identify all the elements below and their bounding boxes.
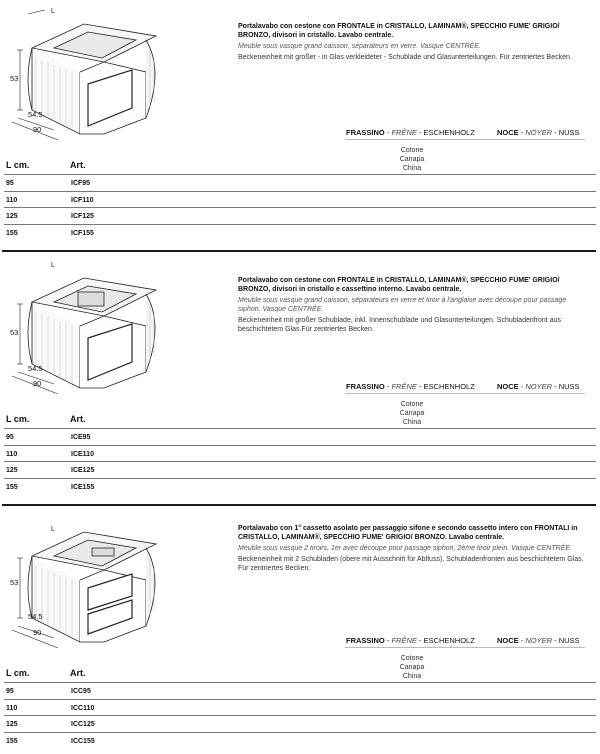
article-cell: ICE125: [71, 467, 95, 474]
article-cell: ICE155: [71, 483, 95, 491]
column-header-length: L cm.: [6, 414, 30, 424]
dim-label-width: 54.5: [28, 364, 43, 373]
finish-header-noce: NOCE - NOYER - NUSS: [497, 128, 580, 137]
column-header-length: L cm.: [6, 160, 30, 170]
finish-options: [380, 654, 444, 681]
finish-options: [380, 146, 444, 173]
description-italian: Portalavabo con cestone con FRONTALE in CRISTALLO, LAMINAM®, SPECCHIO FUME' GRIGIO/ BRONZO, divisori in cristallo. Lavabo centrale.: [238, 23, 560, 39]
length-cell: 125: [6, 213, 18, 220]
finish-option: China: [402, 673, 422, 680]
dim-label-height: 53: [10, 74, 19, 83]
finish-name-fr: FRÊNE: [391, 636, 417, 645]
finish-option: China: [402, 419, 422, 426]
finish-name-de: NUSS: [558, 636, 580, 645]
table-row: [4, 174, 596, 191]
table-row: [4, 461, 596, 478]
description-french: Meuble sous vasque grand caisson, séparateurs en verre. Vasque CENTRÉE.: [238, 43, 481, 50]
column-header-article: Art.: [70, 160, 86, 170]
length-cell: 155: [6, 229, 18, 237]
article-cell: ICF155: [71, 229, 94, 237]
length-cell: 95: [6, 688, 14, 695]
length-cell: 110: [6, 450, 18, 458]
product-description: [238, 524, 590, 573]
finish-option: Canapa: [399, 410, 425, 417]
article-cell: ICC125: [71, 721, 95, 728]
dim-label-L: L: [51, 262, 55, 269]
section-divider: [2, 250, 596, 252]
column-header-article: Art.: [70, 668, 86, 678]
finish-option: Canapa: [399, 156, 425, 163]
cabinet-drawing: [4, 264, 164, 394]
article-table: [4, 174, 596, 240]
length-cell: 110: [6, 704, 18, 712]
finish-name-de: NUSS: [558, 128, 580, 137]
finish-name-de: NUSS: [558, 382, 580, 391]
finish-name: FRASSINO: [346, 382, 385, 391]
dim-label-depth: 90: [33, 125, 42, 134]
description-german: Beckeneinheit mit 2 Schubladen (obere mit Ausschnitt für Abfluss). Schubladenfronten aus beschichtetem Glas. Für zentriertes Becken.: [238, 556, 584, 572]
finish-name: FRASSINO: [346, 128, 385, 137]
dim-label-height: 53: [10, 328, 19, 337]
table-row: [4, 715, 596, 732]
cabinet-drawing: [4, 10, 164, 140]
finish-rule: [345, 393, 585, 394]
finish-header-frassino: FRASSINO - FRÊNE - ESCHENHOLZ: [346, 636, 475, 645]
finish-header-noce: NOCE - NOYER - NUSS: [497, 382, 580, 391]
finish-name-de: ESCHENHOLZ: [423, 382, 475, 391]
column-header-article: Art.: [70, 414, 86, 424]
column-header-length: L cm.: [6, 668, 30, 678]
finish-option: China: [402, 165, 422, 172]
finish-options: [380, 400, 444, 427]
dim-label-width: 54.5: [28, 612, 43, 621]
description-german: Beckeneinheit mit großer Schublade, inkl. Innenschublade und Glasunterteilungen. Schubladenfront aus beschichtetem Glas.Für zentriertes Becken.: [238, 317, 561, 333]
product-description: [238, 276, 590, 334]
table-row: [4, 224, 596, 241]
table-row: [4, 682, 596, 699]
article-table: [4, 682, 596, 748]
length-cell: 155: [6, 483, 18, 491]
article-cell: ICE95: [71, 434, 91, 441]
length-cell: 125: [6, 721, 18, 728]
description-french: Meuble sous vasque 2 tiroirs, 1er avec découpe pour passage siphon, 2ème tiroir plein. Vasque CENTRÉE.: [238, 545, 572, 552]
cabinet-drawing: [4, 518, 164, 648]
finish-option: Canapa: [399, 664, 425, 671]
table-row: [4, 478, 596, 495]
description-italian: Portalavabo con cestone con FRONTALE in CRISTALLO, LAMINAM®, SPECCHIO FUME' GRIGIO/ BRONZO, divisori in cristallo e cassettino interno. Lavabo centrale.: [238, 277, 560, 293]
dim-label-width: 54.5: [28, 110, 43, 119]
article-cell: ICE110: [71, 450, 94, 458]
finish-name-de: ESCHENHOLZ: [423, 636, 475, 645]
article-cell: ICF95: [71, 180, 91, 187]
description-german: Beckeneinheit mit großer - in Glas verkleideter - Schublade und Glasunterteilungen. Für zentriertes Becken.: [238, 54, 572, 61]
finish-name-fr: NOYER: [525, 382, 553, 391]
finish-name: NOCE: [497, 382, 519, 391]
description-italian: Portalavabo con 1° cassetto asolato per passaggio sifone e secondo cassetto intero con FRONTALI in CRISTALLO, LAMINAM®, SPECCHIO FUME' GRIGIO/ BRONZO. Lavabo centrale.: [238, 525, 578, 541]
finish-option: Cotone: [400, 401, 424, 408]
finish-name: NOCE: [497, 128, 519, 137]
length-cell: 155: [6, 737, 18, 745]
finish-name-fr: FRÊNE: [391, 382, 417, 391]
description-french: Meuble sous vasque grand caisson, séparateurs en verre et tiroir à l'anglaise avec découpe pour passage siphon. Vasque CENTRÉE.: [238, 297, 567, 313]
article-cell: ICC95: [71, 688, 91, 695]
finish-name: NOCE: [497, 636, 519, 645]
table-row: [4, 191, 596, 208]
finish-name-fr: NOYER: [525, 636, 553, 645]
finish-rule: [345, 139, 585, 140]
finish-option: Cotone: [400, 147, 424, 154]
section-divider: [2, 504, 596, 506]
finish-header-frassino: FRASSINO - FRÊNE - ESCHENHOLZ: [346, 382, 475, 391]
product-section-icf: [0, 0, 600, 246]
dim-label-depth: 90: [33, 628, 42, 637]
finish-header-frassino: FRASSINO - FRÊNE - ESCHENHOLZ: [346, 128, 475, 137]
table-row: [4, 732, 596, 749]
article-table: [4, 428, 596, 494]
finish-header-noce: NOCE - NOYER - NUSS: [497, 636, 580, 645]
table-row: [4, 207, 596, 224]
article-cell: ICF125: [71, 213, 94, 220]
length-cell: 95: [6, 434, 14, 441]
finish-name-fr: FRÊNE: [391, 128, 417, 137]
table-row: [4, 428, 596, 445]
length-cell: 95: [6, 180, 14, 187]
product-description: [238, 22, 590, 62]
product-section-ice: [0, 254, 600, 500]
finish-rule: [345, 647, 585, 648]
product-section-icc: [0, 508, 600, 754]
article-cell: ICC155: [71, 737, 95, 745]
finish-name: FRASSINO: [346, 636, 385, 645]
dim-label-depth: 90: [33, 379, 42, 388]
dim-label-L: L: [51, 8, 55, 15]
finish-name-de: ESCHENHOLZ: [423, 128, 475, 137]
table-row: [4, 699, 596, 716]
length-cell: 125: [6, 467, 18, 474]
length-cell: 110: [6, 196, 18, 204]
finish-name-fr: NOYER: [525, 128, 553, 137]
table-row: [4, 445, 596, 462]
article-cell: ICF110: [71, 196, 94, 204]
dim-label-L: L: [51, 526, 55, 533]
dim-label-height: 53: [10, 578, 19, 587]
article-cell: ICC110: [71, 704, 95, 712]
finish-option: Cotone: [400, 655, 424, 662]
